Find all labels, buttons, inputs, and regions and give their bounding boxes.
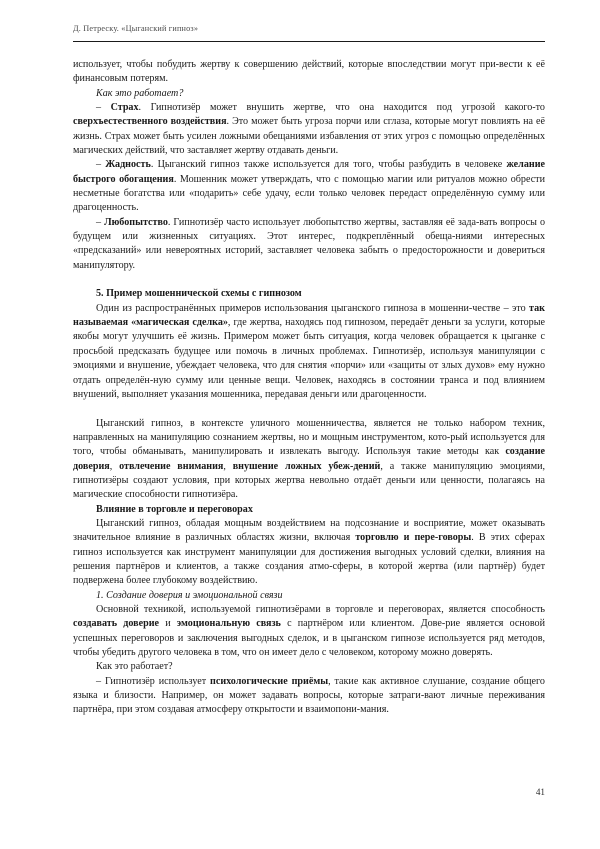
subsection-heading-1: 1. Создание доверия и эмоциональной связи xyxy=(96,589,283,601)
subsection-1-paragraph xyxy=(73,603,545,660)
section-5-text-1: Один из распространённых примеров использования цыганского гипноза в мошенни-честве – это xyxy=(96,302,530,314)
greed-dash: – xyxy=(96,159,106,171)
section-5-text-2: , где жертва, находясь под гипнозом, передаёт деньги за услуги, которые якобы могут улучшить её жизнь. Примером может быть ситуация, когда человек обращается к цыганке с просьбой предсказать будущее или помочь в личных проблемах. Гипнотизёр, используя манипуляции с эмоциями и внушение, убеждает человека, что для снятия «порчи» или «защиты от злых духов» ему нужно отдать определён-ную сумму или ценные вещи. Человек, находясь в состоянии транса и под влиянием внушений, выполняет указания мошенника, передавая деньги или драгоценности. xyxy=(73,317,545,400)
summary-text-4: , а также манипуляцию эмоциями, гипнотизёры создают условия, при которых жертва невольно отдаёт деньги или ценности, полагаясь на магические способности гипнотизёра. xyxy=(73,460,546,501)
fear-text-2: . Это может быть угроза порчи или сглаза, которые могут повлиять на её жизнь. Страх может быть усилен ложными обещаниями избавления от этих угроз с помощью определённых магических действий, что заставляет жертву отдавать деньги. xyxy=(73,116,545,157)
summary-text-1: Цыганский гипноз, в контексте уличного мошенничества, является не только набором техник, направленных на манипуляцию сознанием жертвы, но и мощным инструментом, кото-рый используется для того, чтобы обманывать, манипулировать и извлекать выгоду. Используя такие методы как xyxy=(73,417,545,458)
curiosity-text-1: . Гипнотизёр часто использует любопытство жертвы, заставляя её зада-вать вопросы о будущем или жизненных ситуациях. Этот интерес, подкреплённый обеща-ниями интересных «предсказаний» или невероятных историй, заставляет человека забыть о предосторожности и довериться манипулятору. xyxy=(73,216,545,271)
subsection-1-text-2: и xyxy=(159,618,177,630)
section-heading-trade: Влияние в торговле и переговорах xyxy=(96,503,253,515)
list-item-greed xyxy=(73,158,545,215)
list-item-curiosity xyxy=(73,216,545,273)
techniques-term-1: психологические приёмы xyxy=(210,675,329,687)
techniques-paragraph xyxy=(73,675,545,718)
curiosity-dash: – xyxy=(96,216,105,228)
techniques-dash: – xyxy=(96,675,105,687)
subsection-1-text-3: с партнёром или клиентом. Дове-рие является основой успешных переговоров и заключения выгодных сделок, и в цыганском гипнозе используется ряд методов, чтобы убедить другого человека в том, что он имеет дело с человеком, которому можно доверять. xyxy=(73,618,545,658)
trade-paragraph xyxy=(73,517,545,589)
summary-term-1: создание доверия xyxy=(73,446,545,472)
summary-term-2: отвлечение внимания xyxy=(119,460,224,472)
section-5-term-1: так называемая «магическая сделка» xyxy=(73,302,545,329)
spacer-before-section-5 xyxy=(73,273,545,287)
greed-text-2: . Мошенник может утверждать, что с помощью магии или ритуалов можно обрести несметные богатства или «подарить» себе удачу, если только человек передаст определённую сумму или драгоценность. xyxy=(73,173,545,214)
techniques-text-2: , такие как активное слушание, создание общего языка и близости. Например, он может задавать вопросы, которые затраги-вают личные переживания партнёра, при этом создавая атмосферу открытости и взаимопони-мания. xyxy=(73,675,545,716)
greed-text-1: . Цыганский гипноз также используется для того, чтобы разбудить в человеке xyxy=(150,159,507,171)
fear-term: Страх xyxy=(110,102,139,114)
body-text-column xyxy=(73,58,545,718)
summary-paragraph xyxy=(73,417,545,503)
techniques-text-1: Гипнотизёр использует xyxy=(104,675,211,687)
spacer-before-summary xyxy=(73,402,545,416)
paragraph-continued-text: использует, чтобы побудить жертву к совершению действий, которые впоследствии могут при-вести к её финансовым потерям. xyxy=(73,59,545,85)
greed-term-2: желание быстрого обогащения xyxy=(73,159,545,185)
question-how-it-works-1: Как это работает? xyxy=(96,87,184,99)
question-how-it-works-2: Как это работает? xyxy=(96,661,173,673)
fear-dash: – xyxy=(96,102,111,114)
summary-text-2: , xyxy=(109,460,120,472)
section-5-paragraph xyxy=(73,302,545,402)
subsection-1-text-1: Основной техникой, используемой гипнотизёрами в торговле и переговорах, является способность xyxy=(96,603,545,615)
paragraph-continued xyxy=(73,58,545,87)
section-heading-5: 5. Пример мошеннической схемы с гипнозом xyxy=(96,288,302,300)
fear-term-2: сверхъестественного воздействия xyxy=(73,116,227,128)
page-number: 41 xyxy=(535,787,545,797)
trade-text-1: Цыганский гипноз, обладая мощным воздействием на подсознание и восприятие, может оказывать значительное влияние в различных областях жизни, включая xyxy=(73,517,545,544)
curiosity-term: Любопытство xyxy=(104,216,168,228)
fear-text-1: . Гипнотизёр может внушить жертве, что она находится под угрозой какого-то xyxy=(138,102,545,114)
greed-term: Жадность xyxy=(105,159,151,171)
trade-text-2: . В этих сферах гипноз используется как инструмент манипуляции для достижения выгодных условий сделки, влияния на решения партнёров и клиентов, а также создания атмо-сферы, в которой жертва (или партнёр) будет подвержена более глубокому воздействию. xyxy=(73,532,545,587)
list-item-fear xyxy=(73,101,545,158)
subsection-1-term-2: эмоциональную связь xyxy=(176,618,281,630)
summary-text-3: , xyxy=(223,460,233,472)
header-divider xyxy=(73,41,545,42)
summary-term-3: внушение ложных убеж-дений xyxy=(232,460,381,472)
trade-term-1: торговлю и пере-говоры xyxy=(355,532,472,544)
running-head: Д. Петреску. «Цыганский гипноз» xyxy=(73,24,199,33)
subsection-1-term-1: создавать доверие xyxy=(73,618,160,630)
